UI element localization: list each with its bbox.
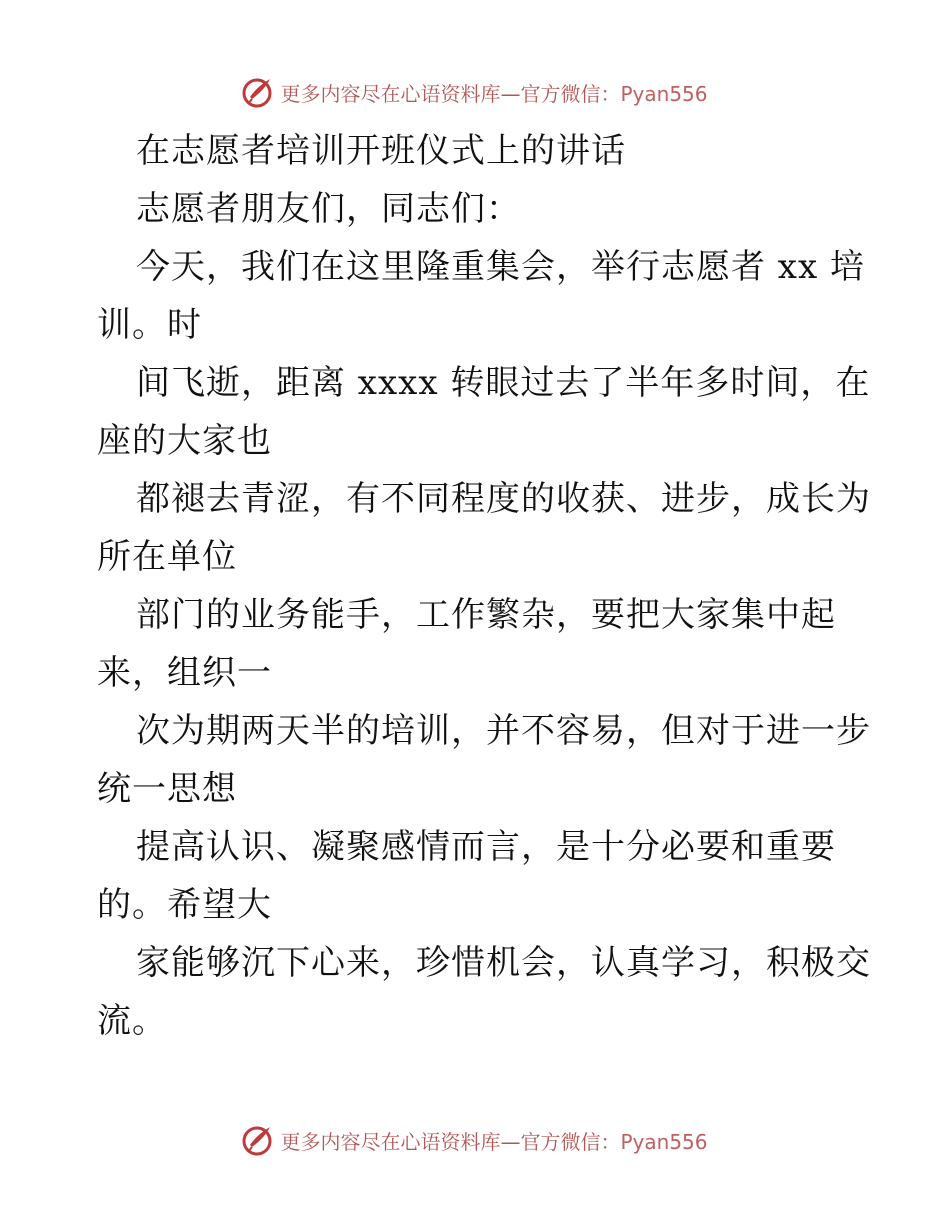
text-line: 座的大家也 — [97, 421, 272, 461]
wechat-id: Pyan556 — [620, 81, 708, 106]
text-line: 提高认识、凝聚感情而言，是十分必要和重要 — [136, 827, 836, 867]
wechat-id: Pyan556 — [620, 1129, 708, 1154]
text-line: 都褪去青涩，有不同程度的收获、进步，成长为 — [136, 479, 871, 519]
text-line: 的。希望大 — [97, 885, 272, 925]
text-line: 所在单位 — [97, 537, 237, 577]
banner-separator: — — [500, 81, 521, 106]
text-line: 次为期两天半的培训，并不容易，但对于进一步 — [136, 711, 871, 751]
brand-text: 更多内容尽在心语资料库 — [280, 81, 501, 106]
text-line: 志愿者朋友们，同志们： — [136, 189, 521, 229]
footer-banner — [0, 1120, 950, 1160]
header-banner — [0, 72, 950, 112]
document-title-line: 在志愿者培训开班仪式上的讲话 — [136, 131, 626, 171]
document-body — [97, 122, 871, 1050]
wechat-label: 官方微信： — [520, 1129, 621, 1154]
text-line: 今天，我们在这里隆重集会，举行志愿者 xx 培 — [136, 247, 865, 287]
text-line: 部门的业务能手，工作繁杂，要把大家集中起 — [136, 595, 836, 635]
text-line: 来，组织一 — [97, 653, 272, 693]
text-line: 间飞逝，距离 xxxx 转眼过去了半年多时间，在 — [136, 363, 871, 403]
brand-text: 更多内容尽在心语资料库 — [280, 1129, 501, 1154]
quill-logo-icon — [242, 1123, 276, 1157]
banner-text — [280, 78, 707, 107]
text-line: 家能够沉下心来，珍惜机会，认真学习，积极交 — [136, 943, 871, 983]
text-line: 训。时 — [97, 305, 202, 345]
wechat-label: 官方微信： — [520, 81, 621, 106]
quill-logo-icon — [242, 75, 276, 109]
text-line: 统一思想 — [97, 769, 237, 809]
banner-separator: — — [500, 1129, 521, 1154]
text-line: 流。 — [97, 1001, 167, 1041]
banner-text — [280, 1126, 707, 1155]
